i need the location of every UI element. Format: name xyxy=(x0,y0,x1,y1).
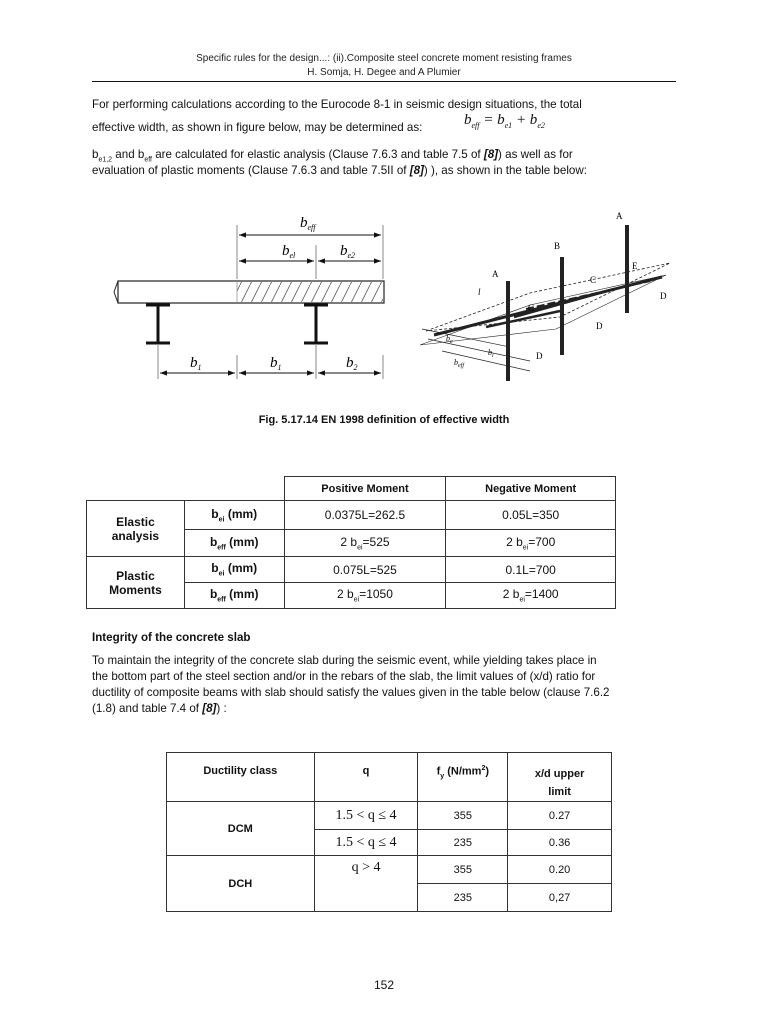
figure-caption: Fig. 5.17.14 EN 1998 definition of effective width xyxy=(258,414,510,426)
intro-line-3: $b_{e1,2}$ and $b_{eff}$ are calculated for elastic analysis (Clause 7.6.3 and table 7.5 of [8]) as well as for xyxy=(92,148,573,164)
cell-elastic-beff-negative: 2 $b_{ei}=700$ xyxy=(446,530,616,557)
row-label-bei: $b_{ei}$ (mm) xyxy=(184,557,284,583)
row-label-beff: $b_{eff}$ (mm) xyxy=(184,530,284,557)
page-number: 152 xyxy=(373,978,395,992)
cell-dch-q: q > 4 xyxy=(314,856,418,912)
label-D-middle: D xyxy=(596,321,603,331)
label-b1-left: $b_1$ xyxy=(190,355,202,372)
effective-width-figure xyxy=(110,205,680,395)
label-C-left: C xyxy=(528,303,535,313)
label-be2: $b_{e2}$ xyxy=(340,243,356,260)
cell-elastic-bei-negative: 0.05L=350 xyxy=(446,501,616,530)
label-A-left: A xyxy=(492,269,499,279)
ductility-table xyxy=(166,752,612,912)
header-ductility-class: Ductility class xyxy=(167,753,315,802)
cell-dcm-q-1: 1.5 < q ≤ 4 xyxy=(314,802,418,830)
row-label-bei: $b_{ei}$ (mm) xyxy=(184,501,284,530)
label-D-right: D xyxy=(660,291,667,301)
cell-dcm-fy-2: 235 xyxy=(418,830,508,856)
cell-dch-fy-1: 355 xyxy=(418,856,508,884)
running-header-authors: H. Somja, H. Degee and A Plumier xyxy=(307,67,461,78)
cell-dcm-xd-1: 0.27 xyxy=(508,802,612,830)
steel-beam-middle xyxy=(304,305,328,343)
header-rule xyxy=(92,81,676,82)
header-negative-moment: Negative Moment xyxy=(446,477,616,501)
label-beff-right: $b_{eff}$ xyxy=(454,358,464,369)
group-elastic-analysis: Elastic analysis xyxy=(87,501,185,557)
cell-plastic-beff-negative: 2 $b_{ei}=1400$ xyxy=(446,583,616,609)
cell-plastic-bei-positive: 0.075L=525 xyxy=(284,557,446,583)
label-D-bottom: D xyxy=(536,351,543,361)
header-q: q xyxy=(314,753,418,802)
integrity-line-1: To maintain the integrity of the concrete slab during the seismic event, while yielding takes place in xyxy=(92,654,597,667)
slab-cross-section xyxy=(114,281,384,303)
intro-line-1: For performing calculations according to the Eurocode 8-1 in seismic design situations, the total xyxy=(92,98,582,111)
label-A-top: A xyxy=(616,211,623,221)
label-beff: $b_{eff}$ xyxy=(300,215,316,232)
integrity-line-3: ductility of composite beams with slab should satisfy the values given in the table below (clause 7.6.2 xyxy=(92,686,610,699)
row-dch: DCH xyxy=(167,856,315,912)
cell-elastic-beff-positive: 2 $b_{ei}=525$ xyxy=(284,530,446,557)
cell-dch-xd-2: 0,27 xyxy=(508,884,612,912)
label-be1: $b_{el}$ xyxy=(282,243,296,260)
label-C-right: C xyxy=(590,275,597,285)
intro-line-2: effective width, as shown in figure below, may be determined as: xyxy=(92,121,423,134)
group-plastic-moments: Plastic Moments xyxy=(87,557,185,609)
header-fy: $f_y$ $(N/mm^2)$ xyxy=(418,753,508,802)
label-b1-right: $b_1$ xyxy=(270,355,282,372)
header-positive-moment: Positive Moment xyxy=(284,477,446,501)
cell-elastic-bei-positive: 0.0375L=262.5 xyxy=(284,501,446,530)
integrity-line-4: (1.8) and table 7.4 of [8]) : xyxy=(92,702,227,715)
cell-plastic-beff-positive: 2 $b_{ei}=1050$ xyxy=(284,583,446,609)
cell-dcm-q-2: 1.5 < q ≤ 4 xyxy=(314,830,418,856)
cell-dch-fy-2: 235 xyxy=(418,884,508,912)
section-heading-integrity: Integrity of the concrete slab xyxy=(92,631,251,644)
header-xd-limit: x/d upper limit xyxy=(508,753,612,802)
integrity-line-2: the bottom part of the steel section and/or in the rebars of the slab, the limit values of (x/d) ratio for xyxy=(92,670,596,683)
row-label-beff: $b_{eff}$ (mm) xyxy=(184,583,284,609)
running-header-title: Specific rules for the design...: (ii).Composite steel concrete moment resisting frames xyxy=(196,53,572,64)
effective-width-table xyxy=(86,476,616,609)
label-bi: $b_i$ xyxy=(488,348,494,359)
label-b2: $b_2$ xyxy=(346,355,358,372)
label-l: l xyxy=(478,287,481,297)
row-dcm: DCM xyxy=(167,802,315,856)
effective-width-equation: $b_{eff} = b_{e1} + b_{e2}$ xyxy=(464,112,545,130)
cell-plastic-bei-negative: 0.1L=700 xyxy=(446,557,616,583)
cell-dcm-fy-1: 355 xyxy=(418,802,508,830)
steel-beam-left xyxy=(146,305,170,343)
label-be-right: $b_e$ xyxy=(446,334,453,345)
cell-dcm-xd-2: 0.36 xyxy=(508,830,612,856)
cell-dch-xd-1: 0.20 xyxy=(508,856,612,884)
label-E: E xyxy=(632,261,638,271)
intro-line-4: evaluation of plastic moments (Clause 7.6.3 and table 7.5II of [8]) ), as shown in the table below: xyxy=(92,164,587,177)
label-B: B xyxy=(554,241,561,251)
